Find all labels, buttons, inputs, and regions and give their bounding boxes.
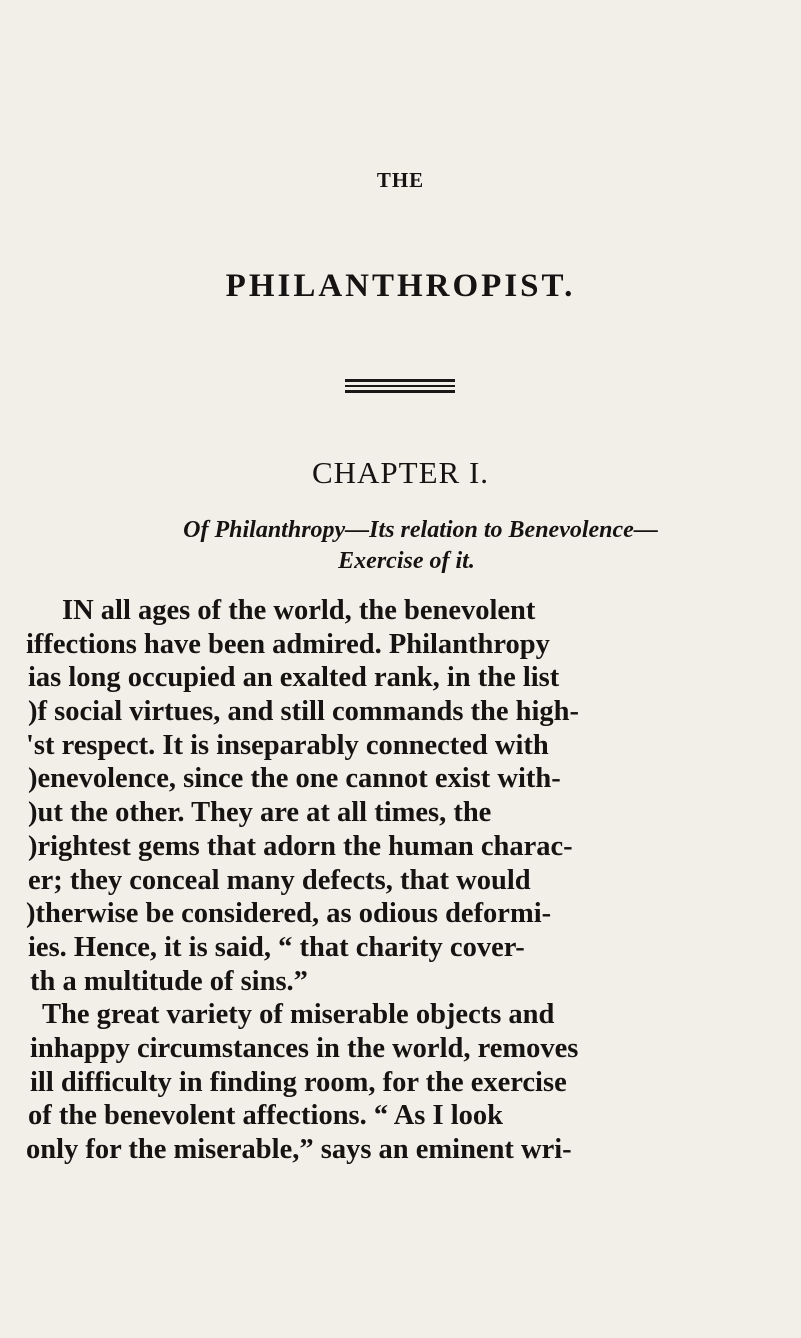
decorative-rule xyxy=(345,385,455,387)
text-line: IN all ages of the world, the benevolent xyxy=(62,595,536,626)
decorative-rule xyxy=(345,390,455,393)
text-line: ias long occupied an exalted rank, in the list xyxy=(28,662,560,694)
body-text xyxy=(0,594,801,1167)
decorative-rule xyxy=(345,379,455,382)
book-title: PHILANTHROPIST. xyxy=(225,268,576,304)
text-line: )rightest gems that adorn the human charac- xyxy=(28,830,573,862)
title-article: THE xyxy=(376,168,425,192)
text-line: only for the miserable,” says an eminent wri- xyxy=(26,1134,572,1165)
text-line: of the benevolent affections. “ As I look xyxy=(28,1100,503,1132)
text-line: The great variety of miserable objects and xyxy=(42,999,555,1031)
text-line: )ut the other. They are at all times, the xyxy=(28,797,492,829)
text-line: )therwise be considered, as odious deformi- xyxy=(26,898,552,930)
text-line: )f social virtues, and still commands the high- xyxy=(28,696,580,728)
text-line: inhappy circumstances in the world, removes xyxy=(30,1032,579,1064)
chapter-heading: CHAPTER I. xyxy=(311,455,490,490)
text-line: iffections have been admired. Philanthropy xyxy=(26,628,550,660)
text-line: er; they conceal many defects, that would xyxy=(28,864,531,896)
chapter-subtitle-line-1: Of Philanthropy—Its relation to Benevolence— xyxy=(183,517,658,543)
text-line: th a multitude of sins.” xyxy=(30,965,308,997)
text-line: ies. Hence, it is said, “ that charity cover- xyxy=(28,931,525,963)
text-line: 'st respect. It is inseparably connected with xyxy=(26,729,549,761)
text-line: )enevolence, since the one cannot exist with- xyxy=(28,763,561,795)
text-line: ill difficulty in finding room, for the exercise xyxy=(30,1066,567,1098)
chapter-subtitle-line-2: Exercise of it. xyxy=(338,548,475,574)
